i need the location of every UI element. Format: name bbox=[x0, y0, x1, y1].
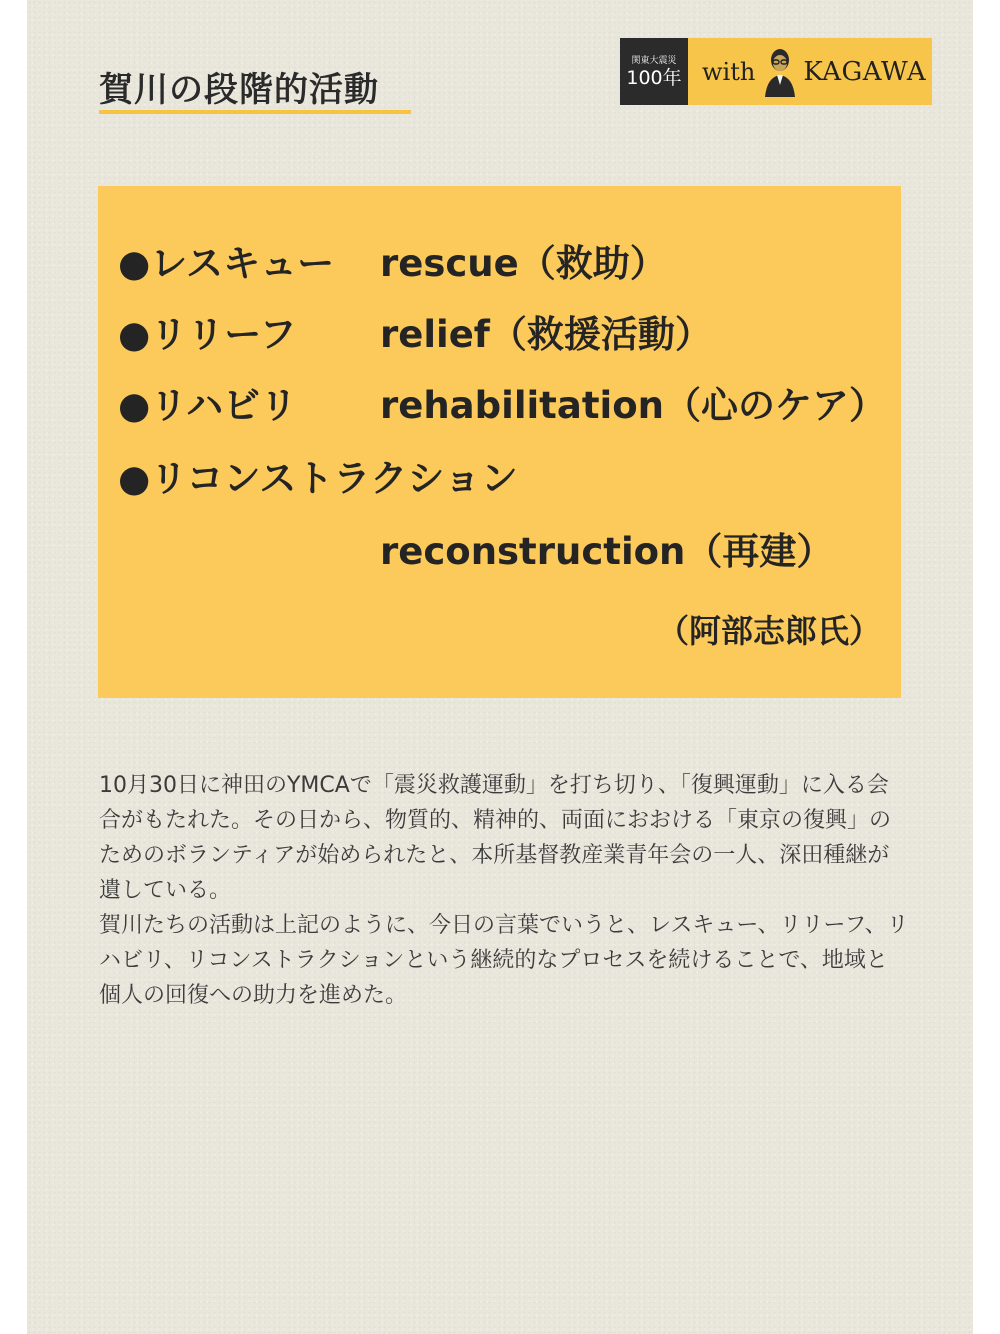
stage-en: rescue（救助） bbox=[380, 242, 667, 285]
stages-card bbox=[98, 186, 901, 698]
stage-en: rehabilitation（心のケア） bbox=[380, 384, 886, 427]
author-credit: （阿部志郎氏） bbox=[656, 612, 881, 650]
logo-small-text: 関東大震災 bbox=[631, 55, 677, 66]
portrait-icon bbox=[763, 47, 797, 97]
page-title: 賀川の段階的活動 bbox=[99, 70, 379, 110]
page bbox=[27, 0, 973, 1334]
stage-jp: ●リコンストラクション bbox=[118, 457, 518, 500]
logo-big-text: 100年 bbox=[626, 66, 682, 89]
logo-with-text: with bbox=[702, 57, 756, 86]
kagawa-logo bbox=[620, 38, 932, 105]
title-underline bbox=[99, 110, 411, 114]
stage-jp: ●リハビリ bbox=[118, 384, 298, 427]
logo-name-text: KAGAWA bbox=[803, 56, 927, 87]
stage-jp: ●リリーフ bbox=[118, 313, 297, 356]
body-paragraph: 賀川たちの活動は上記のように、今日の言葉でいうと、レスキュー、リリーフ、リハビリ、リコンストラクションという継続的なプロセスを続けることで、地域と個人の回復への助力を進めた。 bbox=[99, 913, 909, 1008]
stage-en: relief（救援活動） bbox=[380, 313, 712, 356]
logo-anniversary-block bbox=[620, 38, 688, 105]
stage-jp: ●レスキュー bbox=[118, 242, 335, 285]
stage-en: reconstruction（再建） bbox=[380, 530, 834, 573]
body-paragraph: 10月30日に神田のYMCAで「震災救護運動」を打ち切り、「復興運動」に入る会合がもたれた。その日から、物質的、精神的、両面におおける「東京の復興」のためのボランティアが始められたと、本所基督教産業青年会の一人、深田種継が遺している。 bbox=[99, 773, 892, 903]
logo-name-block bbox=[688, 38, 932, 105]
body-text bbox=[99, 768, 909, 1013]
